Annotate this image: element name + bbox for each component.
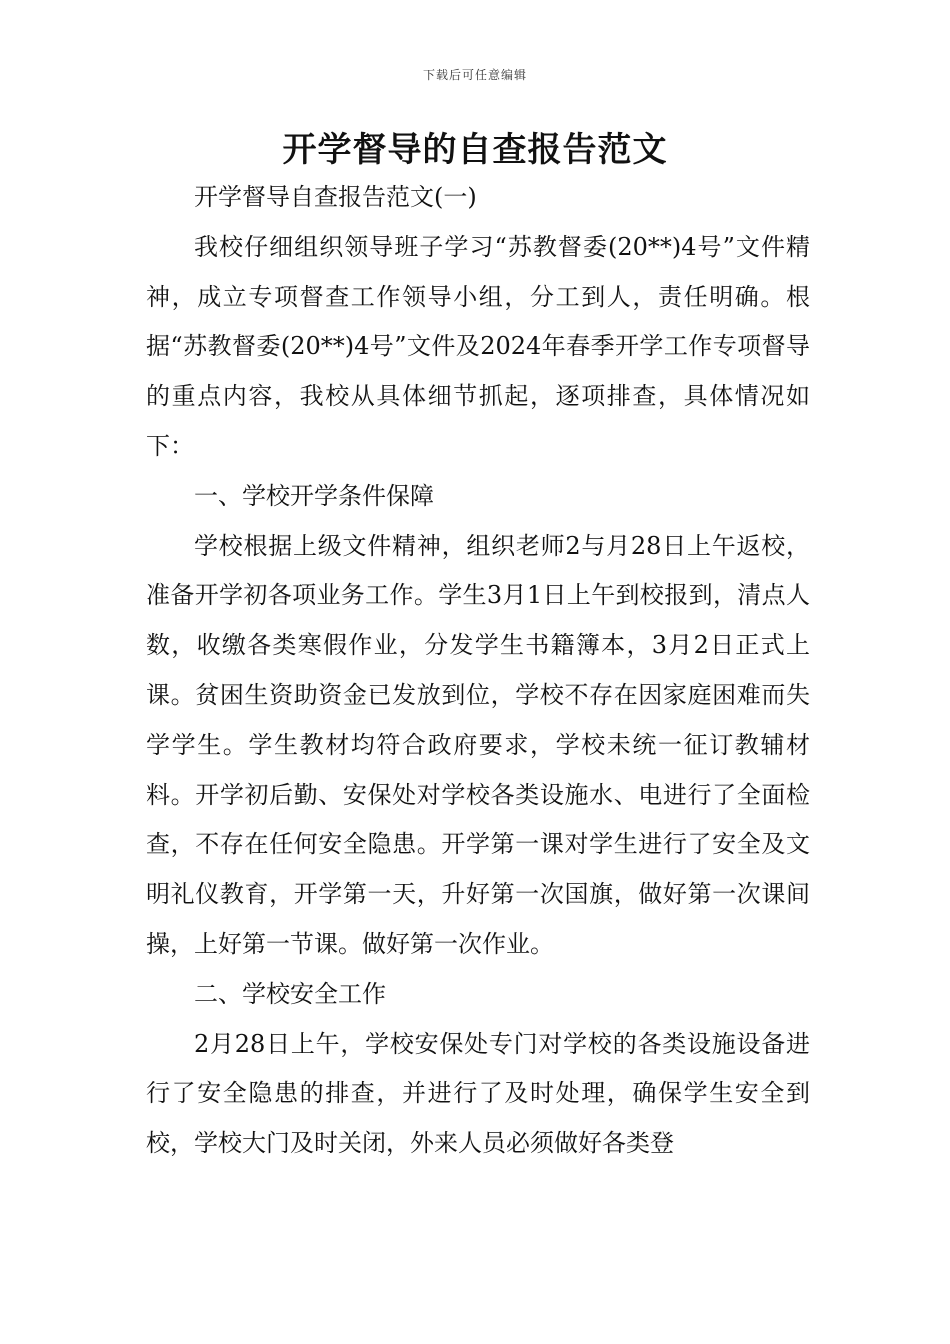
- section-1-paragraph: 学校根据上级文件精神，组织老师2与月28日上午返校，准备开学初各项业务工作。学生3月1日上午到校报到，清点人数，收缴各类寒假作业，分发学生书籍簿本，3月2日正式上课。贫困生资助资金已发放到位，学校不存在因家庭困难而失学学生。学生教材均符合政府要求，学校未统一征订教辅材料。开学初后勤、安保处对学校各类设施水、电进行了全面检查，不存在任何安全隐患。开学第一课对学生进行了安全及文明礼仪教育，开学第一天，升好第一次国旗，做好第一次课间操，上好第一节课。做好第一次作业。: [146, 531, 810, 958]
- section-heading-2: 二、学校安全工作: [194, 979, 386, 1008]
- intro-paragraph: 我校仔细组织领导班子学习“苏教督委(20**)4号”文件精神，成立专项督查工作领导小组，分工到人，责任明确。根据“苏教督委(20**)4号”文件及2024年春季开学工作专项督导的重点内容，我校从具体细节抓起，逐项排查，具体情况如下：: [146, 232, 810, 460]
- document-body: [146, 173, 810, 1169]
- subtitle-paragraph: 开学督导自查报告范文(一): [194, 183, 477, 211]
- header-note: 下载后可任意编辑: [422, 68, 527, 82]
- section-heading-1: 一、学校开学条件保障: [194, 481, 434, 510]
- document-title: 开学督导的自查报告范文: [282, 130, 668, 170]
- section-2-paragraph: 2月28日上午，学校安保处专门对学校的各类设施设备进行了安全隐患的排查，并进行了及时处理，确保学生安全到校，学校大门及时关闭，外来人员必须做好各类登: [146, 1029, 810, 1158]
